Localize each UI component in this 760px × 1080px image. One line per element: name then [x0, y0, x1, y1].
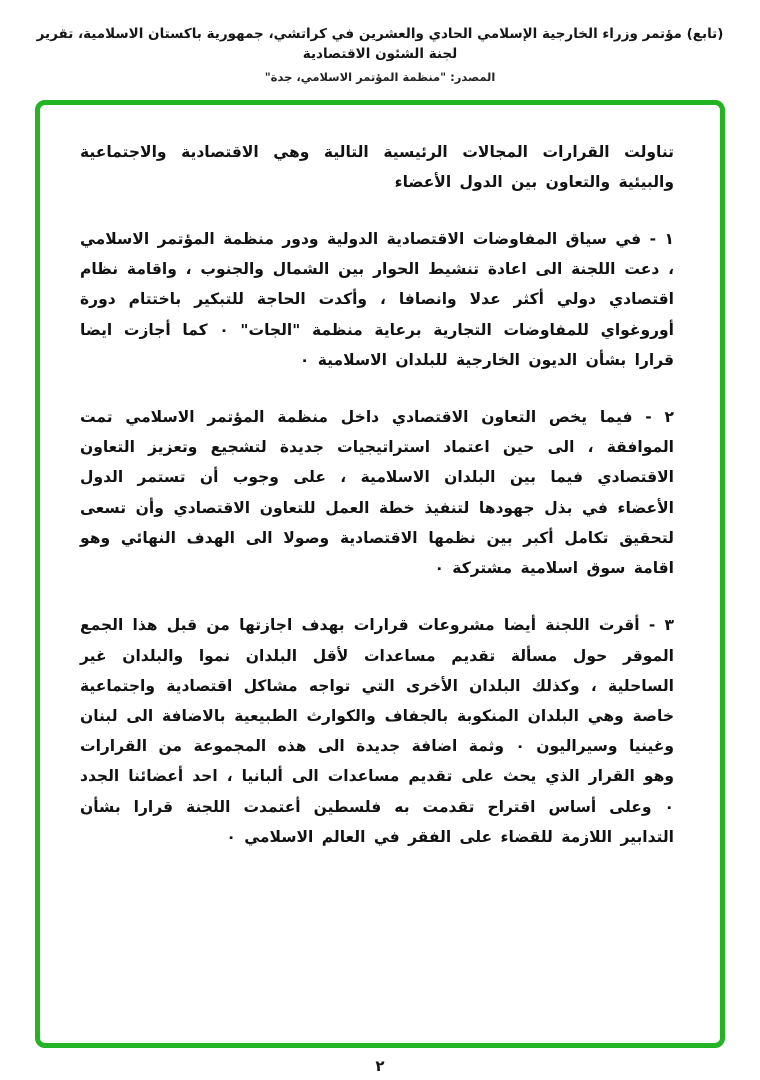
header-source: المصدر: "منظمة المؤتمر الاسلامي، جدة" [264, 69, 496, 84]
paragraph: ٣ - أقرت اللجنة أيضا مشروعات قرارات بهدف اجازتها من قبل هذا الجمع الموقر حول مسألة تقديم مساعدات لأقل البلدان نموا والبلدان غير الساحلية ، وكذلك البلدان الأخرى التي تواجه مشاكل اقتصادية واجتماعية خاصة وهي البلدان المنكوبة بالجفاف والكوارث الطبيعية بالاضافة الى لبنان وغينيا وسيراليون ٠ وثمة اضافة جديدة الى هذه المجموعة من القرارات وهو القرار الذي يحث على تقديم مساعدات الى ألبانيا ، احد أعضائنا الجدد ٠ وعلى أساس اقتراح تقدمت به فلسطين أعتمدت اللجنة قرارا بشأن التدابير اللازمة للقضاء على الفقر في العالم الاسلامي ٠ [80, 616, 674, 846]
scan-frame [35, 100, 725, 1048]
paragraph: تناولت القرارات المجالات الرئيسية التالية وهي الاقتصادية والاجتماعية والبيئية والتعاون بين الدول الأعضاء [80, 142, 674, 191]
document-body [80, 137, 674, 853]
header-title: (تابع) مؤتمر وزراء الخارجية الإسلامي الحادي والعشرين في كراتشي، جمهورية باكستان الاسلامية، تقرير لجنة الشئون الاقتصادية [36, 26, 724, 63]
paragraph: ١ - في سياق المفاوضات الاقتصادية الدولية ودور منظمة المؤتمر الاسلامي ، دعت اللجنة الى اعادة تنشيط الحوار بين الشمال والجنوب ، واقامة نظام اقتصادي دولي أكثر عدلا وانصافا ، وأكدت الحاجة للتبكير باختتام دورة أوروغواي للمفاوضات التجارية برعاية منظمة "الجات" ٠ كما أجازت ايضا قرارا بشأن الديون الخارجية للبلدان الاسلامية ٠ [80, 229, 674, 369]
document-header [0, 0, 760, 84]
paragraph: ٢ - فيما يخص التعاون الاقتصادي داخل منظمة المؤتمر الاسلامي تمت الموافقة ، الى حين اعتماد استراتيجيات جديدة لتشجيع وتعزيز التعاون الاقتصادي فيما بين البلدان الاسلامية ، على وجوب أن تستمر الدول الأعضاء في بذل جهودها لتنفيذ خطة العمل للتعاون الاقتصادي وأن تسعى لتحقيق تكامل أكبر بين نظمها الاقتصادية وصولا الى الهدف النهائي وهو اقامة سوق اسلامية مشتركة ٠ [80, 408, 674, 578]
page-number: ٢ [375, 1056, 385, 1075]
